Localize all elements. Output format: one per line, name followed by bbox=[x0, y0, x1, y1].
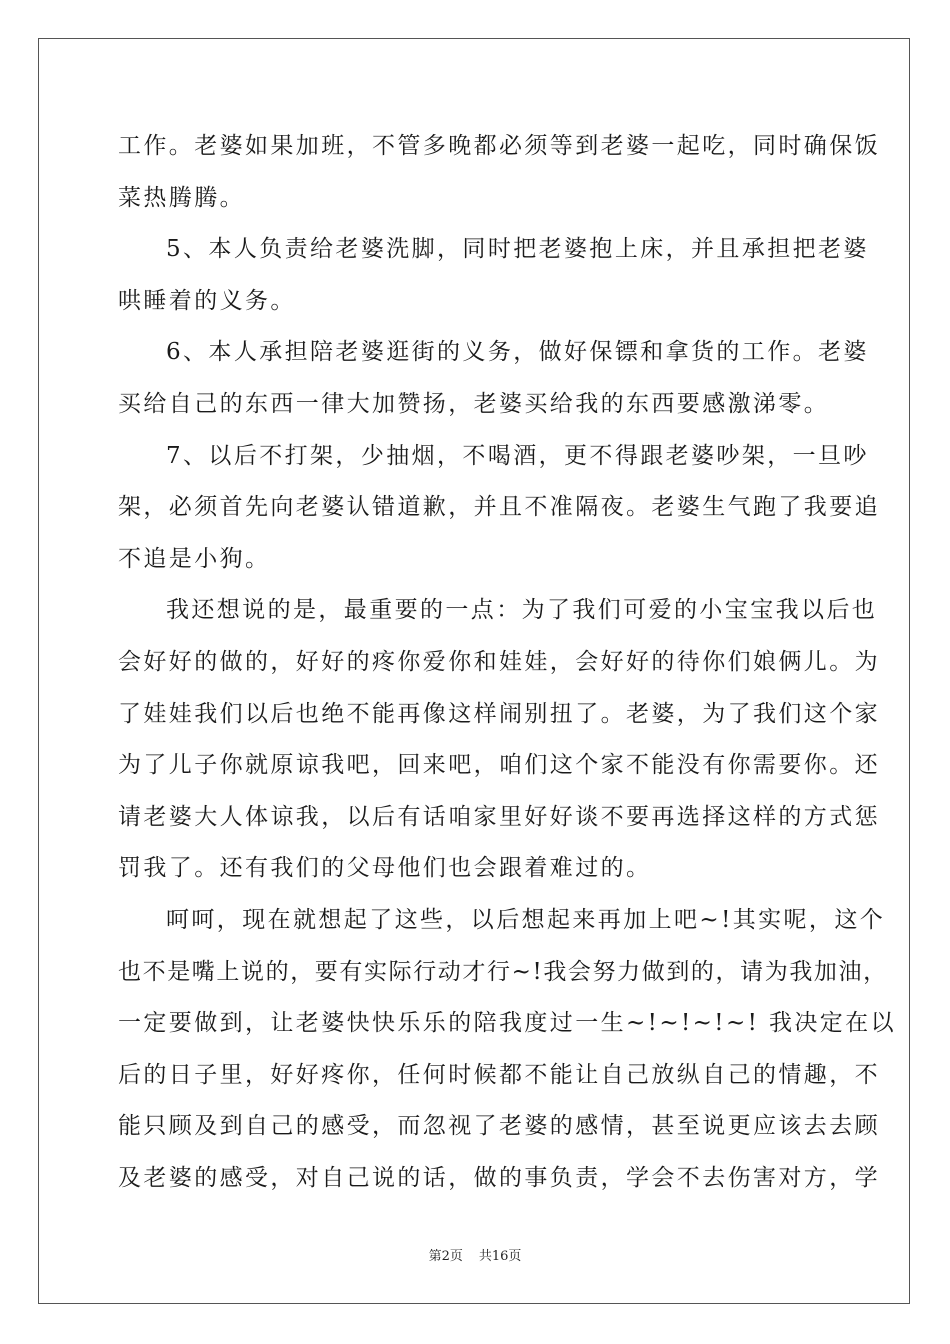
text-line: 了娃娃我们以后也绝不能再像这样闹别扭了。老婆，为了我们这个家 bbox=[118, 700, 880, 727]
text-line: 我还想说的是，最重要的一点：为了我们可爱的小宝宝我以后也 bbox=[166, 597, 878, 624]
text-line: 哄睡着的义务。 bbox=[118, 287, 296, 314]
document-body bbox=[118, 121, 896, 1204]
text-line: 请老婆大人体谅我，以后有话咱家里好好谈不要再选择这样的方式惩 bbox=[118, 803, 880, 830]
text-line: 菜热腾腾。 bbox=[118, 184, 245, 211]
text-line: 架，必须首先向老婆认错道歉，并且不准隔夜。老婆生气跑了我要追 bbox=[118, 494, 880, 521]
text-line: 不追是小狗。 bbox=[118, 545, 271, 572]
text-line: 会好好的做的，好好的疼你爱你和娃娃，会好好的待你们娘俩儿。为 bbox=[118, 648, 880, 675]
page-number: 第2页 bbox=[428, 1249, 463, 1264]
text-line: 一定要做到，让老婆快快乐乐的陪我度过一生~!~!~!~! 我决定在以 bbox=[118, 1010, 896, 1037]
text-line: 呵呵，现在就想起了这些，以后想起来再加上吧~!其实呢，这个 bbox=[166, 906, 886, 933]
text-line: 买给自己的东西一律大加赞扬，老婆买给我的东西要感激涕零。 bbox=[118, 390, 830, 417]
text-line: 5、本人负责给老婆洗脚，同时把老婆抱上床，并且承担把老婆 bbox=[166, 236, 869, 263]
text-line: 为了儿子你就原谅我吧，回来吧，咱们这个家不能没有你需要你。还 bbox=[118, 752, 880, 779]
page-total: 共16页 bbox=[478, 1249, 522, 1264]
text-line: 工作。老婆如果加班，不管多晚都必须等到老婆一起吃，同时确保饭 bbox=[118, 133, 880, 159]
text-line: 及老婆的感受，对自己说的话，做的事负责，学会不去伤害对方，学 bbox=[118, 1164, 880, 1191]
page-footer bbox=[0, 1245, 950, 1264]
text-line: 后的日子里，好好疼你，任何时候都不能让自己放纵自己的情趣，不 bbox=[118, 1061, 880, 1088]
text-line: 7、以后不打架，少抽烟，不喝酒，更不得跟老婆吵架，一旦吵 bbox=[166, 442, 869, 469]
text-line: 罚我了。还有我们的父母他们也会跟着难过的。 bbox=[118, 855, 652, 882]
text-line: 也不是嘴上说的，要有实际行动才行~!我会努力做到的，请为我加油， bbox=[118, 958, 888, 985]
text-line: 6、本人承担陪老婆逛街的义务，做好保镖和拿货的工作。老婆 bbox=[166, 339, 869, 366]
text-line: 能只顾及到自己的感受，而忽视了老婆的感情，甚至说更应该去去顾 bbox=[118, 1113, 880, 1140]
